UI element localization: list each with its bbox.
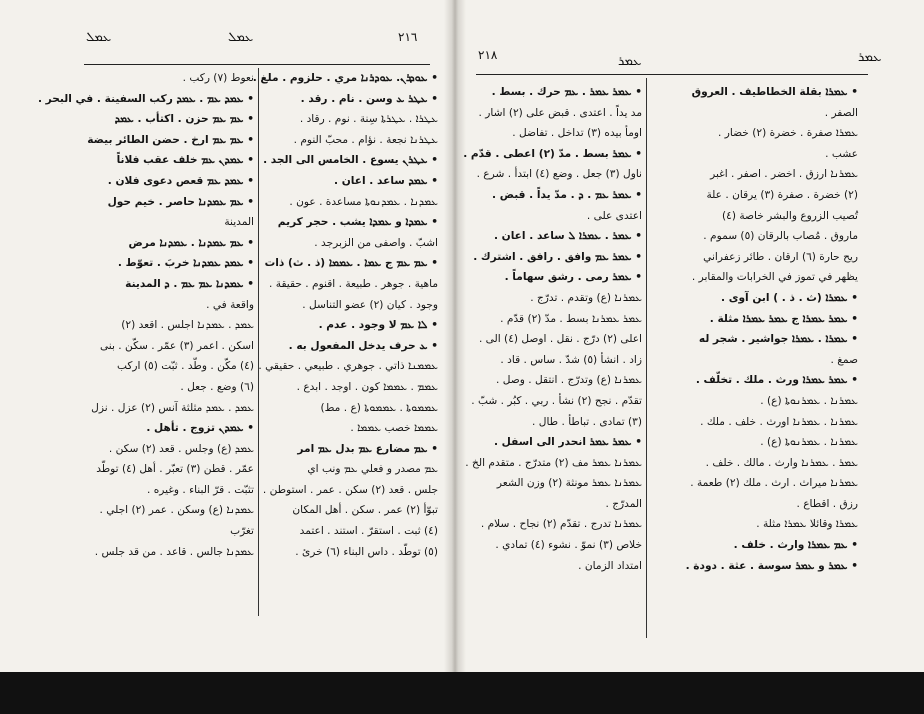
dictionary-line: ܥܡܪܐ صفرة . خضرة (٢) خضار . — [718, 127, 858, 140]
dictionary-line: • ܥܡܕܢ ܥܡ خلف عقب فلاناً — [116, 154, 254, 167]
dictionary-line: ܥܡܪܢܐ . ܥܡܪܢܐ اورث . خلف . ملك . — [700, 415, 858, 428]
dictionary-line: المدينة — [224, 216, 254, 229]
dictionary-line: • ܥܡܪ بسط . مدّ (٢) اعطى . قدّم . — [463, 147, 642, 160]
right-page-number: ٢١٨ — [478, 48, 498, 62]
dictionary-line: ܥܛܪܢܐ نجعة . نؤام . محبّ النوم . — [293, 133, 438, 146]
dictionary-line: عمّر . قطن (٣) تعبّر . أهل (٤) توطّد — [96, 463, 254, 476]
dictionary-line: • ܥܡ ܥܡ ارخ . حضن الطائر بيضة — [87, 133, 254, 146]
left-page-right-column — [252, 68, 438, 562]
dictionary-line: (٢) خضرة . صفرة (٣) يرقان . علة — [706, 188, 858, 201]
dictionary-line: • ܥܡܪ و ܥܡܪ سوسة . عثة . دودة . — [685, 559, 858, 572]
dictionary-line: نعوط (٧) ركب . — [182, 72, 254, 84]
dictionary-line: ܥܡܡܐ خصب ܥܡܡܐ . — [350, 422, 438, 435]
right-page-left-column — [463, 82, 642, 576]
dictionary-line: ماروق . مُصاب بالرقان (٥) سموم . — [703, 230, 858, 243]
left-page-left-column — [37, 68, 254, 562]
dictionary-line: • ܠܐ ܥܡ لا وجود . عدم . — [318, 319, 438, 332]
dictionary-line: ܥܛܪܐ . ܥܛܪܬܐ سِنة . نوم . رقاد . — [299, 113, 438, 126]
dictionary-line: ناول (٣) جعل . وضع (٤) ابتدأ . شرع . — [476, 168, 642, 181]
dictionary-line: وجود . كيان (٢) عضو التناسل . — [302, 298, 438, 311]
scanner-edge — [0, 672, 924, 714]
left-column-divider — [258, 68, 259, 616]
dictionary-line: • ܥܡܪ رمى . رشق سهاماً . — [504, 271, 642, 284]
dictionary-line: ܥܡܡܢܐ ذاتي . جوهري . طبيعي . حقيقي . — [258, 360, 438, 373]
dictionary-line: اومأ بيده (٣) تداخل . تفاضل . — [512, 127, 642, 140]
dictionary-line: ܥܡܪܢܐ . ܥܡܪܢܘܬܐ (ع) . — [760, 394, 858, 407]
dictionary-line: (٤) ثبت . استقرّ . استند . اعتمد — [299, 525, 438, 538]
dictionary-line: زاد . انشأ (٥) شدّ . ساس . قاد . — [500, 353, 642, 366]
dictionary-line: ܥܡܕ . ܥܡܕ مثلثة آنس (٢) عزل . نزل — [91, 401, 254, 414]
dictionary-line: • ܥܡܕܢ تزوج . تأهل . — [146, 422, 254, 435]
left-page-number: ٢١٦ — [398, 30, 418, 44]
dictionary-line: • ܥܡܕܢܐ ܥܡ ܥܡ . ܕ المدينة — [125, 277, 254, 290]
left-header-rule — [84, 64, 430, 65]
left-running-head-center: ܥܡܠ — [228, 30, 254, 45]
dictionary-line: مد يداً . اعتدى . قبض على (٢) اشار . — [478, 106, 642, 119]
dictionary-line: • ܥܡܪ ܥܡܪܐ ج ܥܡܪ ܥܡܪܐ مثلة . — [709, 312, 858, 325]
dictionary-line: ܥܡܪܢܐ تدرج . تقدّم (٢) نجاح . سلام . — [480, 518, 642, 531]
dictionary-line: • ܥܡܪܐ بقلة الخطاطيف . العروق — [691, 86, 858, 98]
dictionary-line: ܥܡ مصدر و فعلي ܥܡ ونب اي — [307, 463, 438, 476]
dictionary-line: رزق . اقطاع . — [796, 497, 858, 510]
dictionary-line: (٣) تمادى . تباطأ . طال . — [532, 415, 642, 428]
dictionary-line: ܥܡܕ . ܥܡܕܢܐ اجلس . اقعد (٢) — [121, 319, 254, 332]
dictionary-line: ܥܡܕܢܐ جالس . قاعد . من قد جلس . — [94, 545, 254, 558]
right-page-right-column — [652, 82, 858, 576]
right-running-head-outer: ܥܡܪ — [858, 50, 882, 65]
dictionary-line: المدرّج . — [605, 497, 642, 510]
dictionary-line: ܥܡܪܐ وقائلا ܥܡܪܐ مثلة . — [756, 518, 858, 531]
dictionary-line: • ܥܛܪܢ يسوع . الخامس الى الجد . — [263, 154, 438, 167]
dictionary-line: • ܥܡܪ ܥܡܪ . ܥܡ حرك . بسط . — [491, 86, 642, 98]
dictionary-line: ܥܡܪ . ܥܡܪܢܐ وارث . مالك . خلف . — [705, 456, 858, 469]
dictionary-line: • ܥܡܕ ܥܡ قعص دعوى فلان . — [107, 174, 254, 187]
right-running-head-center: ܥܡܪ — [618, 54, 642, 69]
dictionary-line: (٦) وضع . جعل . — [180, 380, 254, 393]
dictionary-line: اشبّ . واصفى من الزبرجد . — [314, 236, 438, 249]
dictionary-line: ܥܡܪܢܐ ارزق . اخضر . اصفر . اغبر — [710, 168, 858, 181]
dictionary-line: ܥܡܡ . ܥܡܡܐ كون . اوجد . ابدع . — [296, 380, 438, 393]
dictionary-line: • ܥܡܪ . ܥܡܪܐ ܠ ساعد . اعان . — [493, 230, 642, 243]
dictionary-line: ريح حارة (٦) ارقان . طائر زعفراني — [703, 250, 858, 263]
right-page — [463, 0, 924, 672]
dictionary-line: • ܥܡ ܥܡܕܢܐ . ܥܡܕܢܐ مرض — [128, 236, 254, 249]
dictionary-line: الصفر . — [824, 106, 858, 119]
dictionary-line: ܥܡܪܢܐ (ع) وتدرّج . انتقل . وصل . — [495, 374, 642, 387]
dictionary-line: ܥܡܪܢܐ ميراث . ارث . ملك (٢) طعمة . — [690, 477, 858, 490]
dictionary-line: • ܥ حرف يدخل المفعول به . — [288, 339, 438, 352]
dictionary-line: ܥܡܪܢܐ ܥܡܪ مف (٢) متدرّج . متقدم الخ . — [465, 456, 642, 469]
dictionary-line: • ܥܡ ܥܡܕܢܐ حاصر . خيم حول — [107, 195, 254, 208]
dictionary-line: • ܥܡܪ ܥܡ وافق . رافق . اشترك . — [473, 250, 642, 263]
dictionary-line: • ܥܡܪ ܥܡ . ܕ . مدّ يداً . قبض . — [492, 188, 642, 201]
dictionary-line: ܥܡܕ (ع) وجلس . قعد (٢) سكن . — [108, 442, 254, 455]
left-running-head-outer: ܥܡܠ — [86, 30, 112, 45]
dictionary-line: ܥܡܪܢܐ ܥܡܪ مونثة (٢) وزن الشعر — [496, 477, 642, 490]
dictionary-line: • ܥܡ ܥܡ حزن . اكتأب . ܥܡܕ — [114, 113, 254, 126]
dictionary-line: • ܥܡܕ ساعد . اعان . — [334, 174, 438, 187]
dictionary-line: تقدّم . نجح (٢) نشأ . ربي . كبُر . شبّ . — [471, 394, 642, 407]
dictionary-line: • ܥܘܕܪܢ. ܥܘܕܪܢܐ مري . حلزوم . ملغ . — [252, 72, 438, 84]
dictionary-line: عشب . — [825, 147, 858, 160]
dictionary-line: صمغ . — [830, 353, 858, 366]
dictionary-line: • ܥܡ مضارع ܥܡ بدل ܥܡ امر — [297, 442, 438, 455]
dictionary-line: • ܥܡܪܐ (ث . ذ . ) ابن آوى . — [721, 291, 858, 304]
book-gutter — [444, 0, 466, 672]
dictionary-line: تغرّب — [230, 525, 254, 538]
right-header-rule — [476, 74, 868, 75]
dictionary-line: ܥܡܪܢܐ (ع) وتقدم . تدرّج . — [530, 291, 642, 304]
dictionary-line: • ܥܡܪ ܥܡܪܐ ورث . ملك . تخلّف . — [695, 374, 858, 387]
dictionary-line: خلاص (٣) نموّ . نشوء (٤) تمادي . — [495, 539, 642, 552]
dictionary-line: تثبّت . قرّ البناء . وغيره . — [147, 483, 254, 496]
dictionary-line: يظهر في تموز في الخرابات والمقابر . — [691, 271, 858, 284]
dictionary-line: • ܥܡܕ ܥܡ . ܥܡܕ ركب السفينة . في البحر . — [37, 92, 254, 105]
right-column-divider — [646, 78, 647, 638]
dictionary-line: • ܥܡܕܐ و ܥܡܕܐ يشب . حجر كريم — [277, 216, 438, 229]
dictionary-line: ܥܡܕܢܐ (ع) وسكن . عمر (٢) اجلي . — [99, 504, 254, 517]
dictionary-line: • ܥܡ ܥܡ ج ܥܡܐ . ܥܡܡܐ (ذ . ث) ذات — [264, 257, 438, 270]
dictionary-line: ܥܡܡܘܬܐ . ܥܡܡܘܬܐ (ع . مط) — [320, 401, 438, 414]
dictionary-line: ܥܡܪ ܥܡܪܢܐ بسط . مدّ (٢) قدّم . — [500, 312, 642, 325]
dictionary-line: (٥) توطّد . داس البناء (٦) خرئ . — [295, 545, 438, 558]
dictionary-line: • ܥܛܪ ܥ وسن . نام . رقد . — [300, 92, 438, 105]
dictionary-line: • ܥܡܪܐ . ܥܡܪܐ جواشير . شجر له — [698, 333, 858, 346]
dictionary-line: ܥܡܕܢܐ . ܥܡܕܢܘܬܐ مساعدة . عون . — [289, 195, 438, 208]
dictionary-line: جلس . قعد (٢) سكن . عمر . استوطن . — [262, 483, 438, 496]
dictionary-line: • ܥܡܪ ܥܡܪ انحدر الى اسفل . — [493, 436, 642, 449]
dictionary-line: اعتدى على . — [586, 209, 642, 222]
dictionary-line: اعلى (٢) درّج . نقل . اوصل (٤) الى . — [478, 333, 642, 346]
dictionary-line: امتداد الزمان . — [578, 559, 642, 572]
dictionary-line: ماهية . جوهر . طبيعة . اقنوم . حقيقة . — [269, 277, 438, 290]
left-page — [0, 0, 444, 672]
dictionary-line: تُصيب الزروع والبشر خاصة (٤) — [722, 209, 858, 222]
dictionary-line: تبوّأ (٢) عمر . سكن . أهل المكان — [292, 504, 438, 517]
dictionary-line: • ܥܡܕ ܥܡܕܢܐ خربَ . تعوّط . — [117, 257, 254, 270]
dictionary-line: واقعة في . — [206, 298, 254, 311]
dictionary-line: • ܥܡ ܥܡܪܐ وارث . خلف . — [733, 539, 858, 552]
dictionary-line: اسكن . اعمر (٣) عمّر . سكّن . بنى — [99, 339, 254, 352]
dictionary-line: (٤) مكّن . وطّد . ثبّت (٥) اركب — [116, 360, 254, 373]
dictionary-line: ܥܡܪܢܐ . ܥܡܪܢܘܬܐ (ع) . — [760, 436, 858, 449]
